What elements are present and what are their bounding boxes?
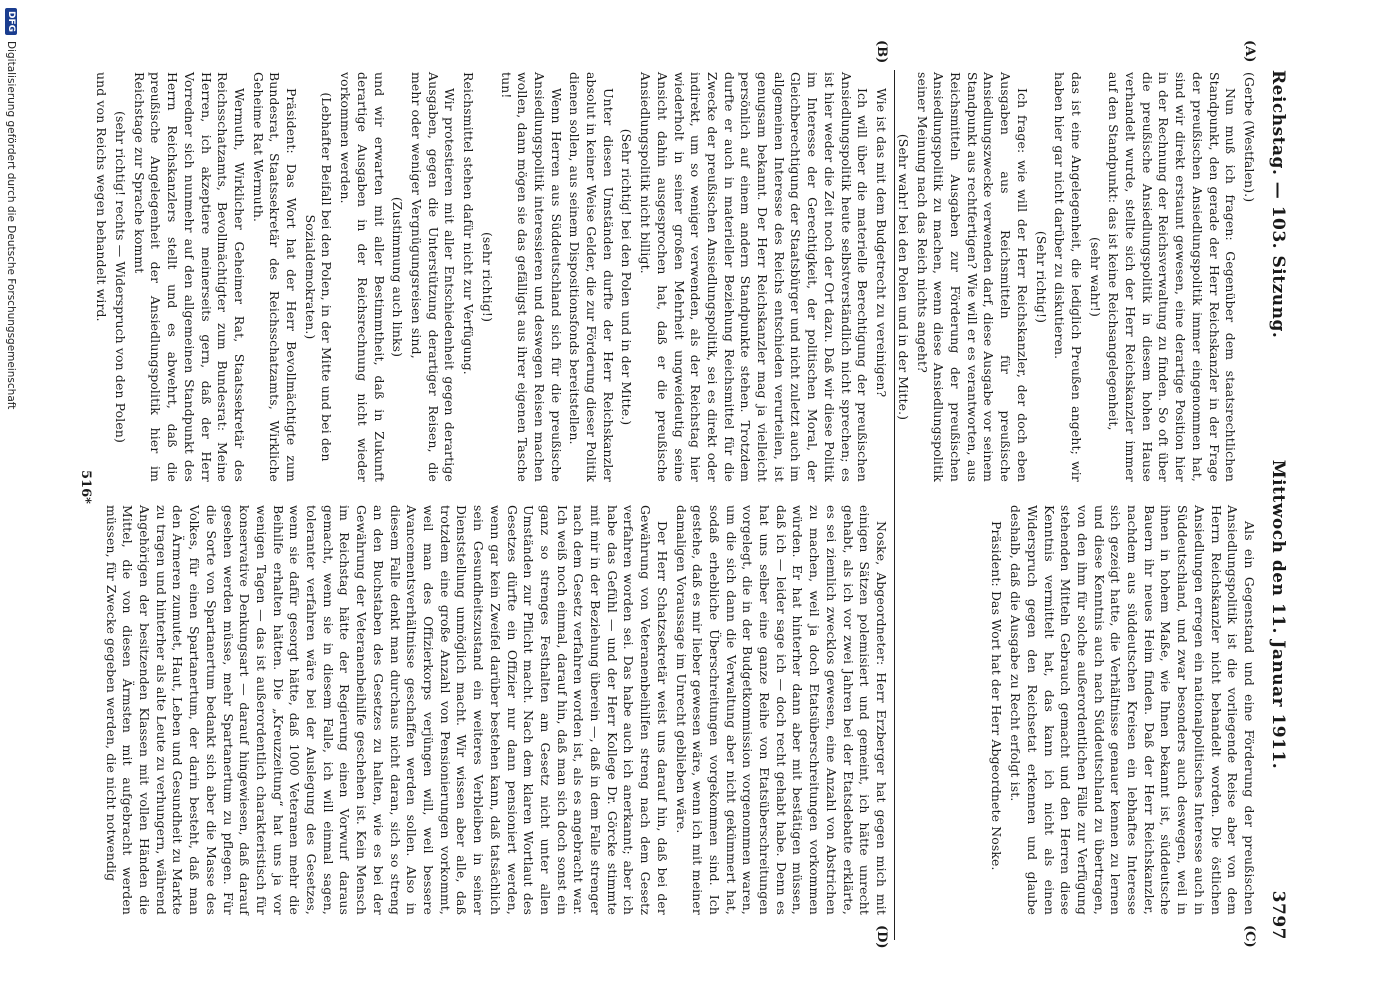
signature-mark: 516*: [78, 470, 93, 504]
paragraph: (sehr wahr!): [1087, 237, 1103, 317]
paragraph: Präsident: Das Wort hat der Herr Bevollmächtigte zum Bundesrat, Staatssekretär des Reichsschatzamts, Wirkliche Geheime Rat Wermuth.: [250, 72, 300, 482]
paragraph: Präsident: Das Wort hat der Herr Abgeordnete Noske.: [989, 521, 1005, 871]
column-a: [895, 72, 1257, 482]
paragraph: und von Reichs wegen behandelt wird.: [94, 72, 110, 322]
paragraph: (Sehr wahr! bei den Polen und in der Mitte.): [895, 133, 911, 421]
paragraph: (Sehr richtig!): [1033, 230, 1049, 324]
page-header: [1265, 70, 1291, 940]
paragraph: Wenn Herren aus Süddeutschland sich für die preußische Ansiedlungspolitik interessieren und deswegen Reisen machen wollen, dann mögen sie das gefälligst aus ihrer eigenen Tasche tun!: [498, 72, 564, 482]
paragraph: Reichsmittel stehen dafür nicht zur Verfügung.: [461, 72, 477, 375]
column-c: [895, 505, 1257, 915]
column-b: [94, 72, 889, 482]
paragraph: Ich will über die materielle Berechtigung der preußischen Ansiedlungspolitik heute selbstverständlich nicht sprechen; es ist hier weder die Zeit noch der Ort dazu. Daß wir diese Politik im Interesse der Gerechtigkeit, der politischen Moral, der Gleichberechtigung der Staatsbürger und nicht zuletzt auch im allgemeinen Interesse des Reichs entschieden verurteilen, ist genugsam bekannt. Der Herr Reichskanzler mag ja vielleicht persönlich auf einem andern Standpunkte stehen. Trotzdem durfte er auch in materieller Beziehung Reichsmittel für die Zwecke der preußischen Ansiedlungspolitik, sei es direkt oder indirekt, um so weniger verwenden, als der Reichstag hier wiederholt in seiner großen Mehrheit ungweideutig seine Ansicht dahin ausgesprochen hat, daß er die preußische Ansiedlungspolitik nicht billigt.: [638, 72, 871, 482]
paragraph: Wir protestieren mit aller Entschiedenheit gegen derartige Ausgaben, gegen die Unterstützung derartiger Reisen, die mehr oder weniger Vergnügungsreisen sind,: [409, 72, 458, 482]
paragraph: das ist eine Angelegenheit, die lediglich Preußen angeht; wir haben hier gar nicht darüber zu diskutieren.: [1052, 72, 1084, 482]
paragraph: (Gerbe (Westfalen).): [1242, 72, 1257, 203]
paragraph: (Sehr richtig! bei den Polen und in der Mitte.): [619, 128, 635, 426]
header-left: Reichstag. — 103. Sitzung.: [1268, 70, 1288, 339]
paragraph: Noske, Abgeordneter: Herr Erzberger hat gegen mich mit einigen Sätzen polemisiert und gemeint, ich hätte unrecht gehabt, als ich vor zwei Jahren bei der Etatsdebatte erklärte, es sei ziemlich zwecklos gewesen, eine Anzahl von Abstrichen zu machen, weil ja doch Etatsüberschreitungen vorkommen würden. Er hat hinterher dann aber mit bestätigen müssen, daß ich — leider sage ich — doch recht gehabt habe. Denn es hat uns selber eine ganze Reihe von Etatsüberschreitungen vorgelegt, die in der Budgetkommission vorgenommen waren, um die sich dann die Verwaltung aber nicht gekümmert hat, sodaß erhebliche Überschreitungen vorgekommen sind. Ich gestehe, daß es mir lieber gewesen wäre, wenn ich mit meiner damaligen Voraussage im Unrecht geblieben wäre.: [673, 505, 889, 915]
marker-c: (C): [1242, 925, 1257, 948]
column-d: [103, 505, 889, 915]
digitization-credit: [5, 8, 17, 988]
marker-d: (D): [874, 925, 889, 949]
paragraph: Nun muß ich fragen: Gegenüber dem staatsrechtlichen Standpunkt, den gerade der Herr Reichskanzler in der Frage der preußischen Ansiedlungspolitik immer eingenommen hat, sind wir direkt erstaunt gewesen, eine derartige Position hier in der Rechnung der Reichsverwaltung zu finden. So oft über die preußische Ansiedlungspolitik in diesem hohen Hause verhandelt wurde, stellte sich der Herr Reichskanzler immer auf den Standpunkt: das ist keine Reichsangelegenheit,: [1106, 72, 1239, 482]
paragraph: Unter diesen Umständen durfte der Herr Reichskanzler absolut in keiner Weise Gelder, die zur Förderung dieser Politik dienen sollen, aus seinem Dispositionsfonds bereitstellen.: [567, 72, 616, 482]
marker-b: (B): [874, 40, 889, 64]
paragraph: (sehr richtig!): [479, 231, 495, 323]
page-number: 3797: [1268, 890, 1288, 940]
paragraph: Wie ist das mit dem Budgetrecht zu vereinigen?: [874, 88, 889, 398]
paragraph: und wir erwarten mit aller Bestimmtheit, daß in Zukunft derartige Ausgaben in der Reichsrechnung nicht wieder vorkommen werden.: [338, 72, 387, 482]
paragraph: Ich frage: wie will der Herr Reichskanzler, der doch eben Ausgaben aus Reichsmitteln für preußische Ansiedlungszwecke verwenden darf, diese Ausgabe vor seinem Standpunkt aus rechtfertigen? Wie will er es verantworten, aus Reichsmitteln Ausgaben zur Förderung der preußischen Ansiedlungspolitik zu machen, wenn diese Ansiedlungspolitik seiner Meinung nach das Reich nichts angeht?: [914, 72, 1030, 482]
dfg-logo: DFG: [5, 8, 17, 35]
paragraph: (Zustimmung auch links): [390, 196, 406, 358]
paragraph: Wermuth, Wirklicher Geheimer Rat, Staatssekretär des Reichsschatzamts, Bevollmächtigter zum Bundesrat: Meine Herren, ich akzeptiere meinerseits gern, daß der Herr Vorredner sich nunmehr auf den allgemeinen Standpunkt des Herrn Reichskanzlers stellt und es abwehrt, daß die preußische Angelegenheit der Ansiedlungspolitik hier im Reichstage zur Sprache kommt: [131, 72, 247, 482]
credit-text: Digitalisierung gefördert durch die Deutsche Forschungsgemeinschaft: [5, 41, 17, 410]
paragraph: (sehr richtig! rechts — Widerspruch von den Polen): [113, 111, 129, 443]
header-date: Mittwoch den 11. Januar 1911.: [1268, 459, 1288, 770]
marker-a: (A): [1242, 40, 1257, 63]
paragraph: (Lebhafter Beifall bei den Polen, in der Mitte und bei den Sozialdemokraten.): [302, 92, 335, 462]
paragraph: Als ein Gegenstand und eine Förderung der preußischen Ansiedlungspolitik ist die vorliegende Reise aber von dem Herrn Reichskanzler nicht behandelt worden. Die östlichen Ansiedlungen erregen ein nationalpolitisches Interesse auch in Süddeutschland, und zwar besonders auch deswegen, weil in ihnen in hohem Maße, wie Ihnen bekannt ist, süddeutsche Bauern ihr neues Heim finden. Daß der Herr Reichskanzler, nachdem aus süddeutschen Kreisen ein lebhaftes Interesse sich gezeigt hatte, die Verhältnisse genauer kennen zu lernen und diese Kenntnis auch nach Süddeutschland zu übertragen, von den ihm für solche außerordentlichen Fälle zur Verfügung stehenden Mitteln Gebrauch gemacht und den Herren diese Kenntnis vermittelt hat, das kann ich nicht als einen Widerspruch gegen den Reichsetat erkennen und glaube deshalb, daß die Ausgabe zu Recht erfolgt ist.: [1008, 505, 1257, 915]
paragraph: Der Herr Schatzsekretär weist uns darauf hin, daß bei der Gewährung von Veteranenbeihilfen streng nach dem Gesetz verfahren worden sei. Das habe auch ich anerkannt; aber ich habe das Gefühl — und der Herr Kollege Dr. Görcke stimmte mit mir in der Beziehung überein —, daß in dem Falle strenger nach dem Gesetz verfahren worden ist, als es angebracht war. Ich weiß noch einmal, darauf hin, daß man sich doch sonst ein ganz so strenges Festhalten am Gesetz nicht unter allen Umständen zur Pflicht macht. Nach dem klaren Wortlaut des Gesetzes dürfte ein Offizier nur dann pensioniert werden, wenn gar kein Zweifel darüber bestehen kann, daß tatsächlich sein Gesundheitszustand ein weiteres Verbleiben in seiner Dienststellung unmöglich macht. Wir wissen aber alle, daß trotzdem eine große Anzahl von Pensionierungen vorkommt, weil man des Offizierkorps verjüngen will, weil bessere Avancementsverhältnisse geschaffen werden sollen. Also in diesem Falle denkt man durchaus nicht daran, sich so streng an den Buchstaben des Gesetzes zu halten, wie es bei der Gewährung der Veteranenbeihilfe geschehen ist. Kein Mensch im Reichstag hätte der Regierung einen Vorwurf daraus gemacht, wenn sie in diesem Falle, ich will einmal sagen, toleranter verfahren wäre bei der Auslegung des Gesetzes, wenn sie dafür gesorgt hätte, daß 1000 Veteranen mehr die Beihilfe erhalten hätten. Die „Kreuzzeitung“ hat uns ja vor wenigen Tagen — das ist außerordentlich charakteristisch für konservative Denkungsart — darauf hingewiesen, daß darauf gesehen werden müsse, mehr Spartanertum zu pflegen. Für die Sorte von Spartanertum bedankt sich aber die Masse des Volkes, für einen Spartanertum, der darin besteht, daß man den Ärmeren zumutet, Haut, Leben und Gesundheit zu Markte zu tragen und hinterher als alte Leute zu verhungern, während Angehörigen der besitzenden Klassen mit vollen Händen die Mittel, die von diesen Ärmsten mit aufgebracht werden müssen, für Zwecke gegeben werden, die nicht notwendig: [103, 505, 670, 915]
